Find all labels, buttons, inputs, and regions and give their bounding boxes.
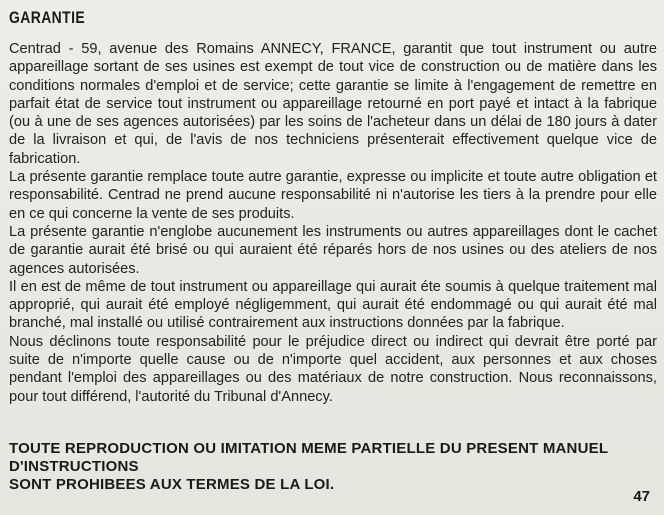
warranty-text [9, 40, 657, 406]
paragraph-warranty-scope: Centrad - 59, avenue des Romains ANNECY, FRANCE, garantit que tout instrument ou autre appareillage sortant de ses usines est exempt de tout vice de construction ou de matière dans les conditions normales d'emploi et de service; cette garantie se limite à l'engagement de remettre en parfait état de service tout instrument ou appareillage retourné en port payé et intact à la fabrique (ou à une de ses agences autorisées) par les soins de l'acheteur dans un délai de 180 jours à dater de la livraison et qui, de l'avis de nos techniciens présenterait effectivement quelque vice de fabrication. [9, 41, 657, 167]
paragraph-liability-disclaimer: Nous déclinons toute responsabilité pour le préjudice direct ou indirect qui devrait être porté par suite de n'importe quelle cause ou de n'importe quel accident, aux personnes et aux choses pendant l'emploi des appareillages ou des matériaux de notre construction. Nous reconnaissons, pour tout différend, l'autorité du Tribunal d'Annecy. [9, 333, 657, 405]
page-title: GARANTIE [9, 8, 86, 27]
copyright-line-2: SONT PROHIBEES AUX TERMES DE LA LOI. [9, 476, 335, 493]
page-number: 47 [633, 488, 650, 505]
paragraph-warranty-exclusivity: La présente garantie remplace toute autre garantie, expresse ou implicite et toute autre obligation et responsabilité. Centrad ne prend aucune responsabilité ni n'autorise les tiers à la prendre pour elle en ce qui concerne la vente de ses produits. [9, 169, 657, 222]
copyright-line-1: TOUTE REPRODUCTION OU IMITATION MEME PARTIELLE DU PRESENT MANUEL D'INSTRUCTIONS [9, 440, 608, 475]
paragraph-seal-exclusion: La présente garantie n'englobe aucunement les instruments ou autres appareillages dont le cachet de garantie aurait été brisé ou qui auraient été réparés hors de nos usines ou des ateliers de nos agences autorisées. [9, 223, 657, 277]
paragraph-misuse-exclusion: Il en est de même de tout instrument ou appareillage qui aurait éte soumis à quelque traitement mal approprié, qui aurait été employé négligemment, qui aurait été endommagé ou qui aurait été mal branché, mal installé ou utilisé contrairement aux instructions données par la fabrique. [9, 278, 657, 332]
copyright-notice [9, 440, 657, 494]
